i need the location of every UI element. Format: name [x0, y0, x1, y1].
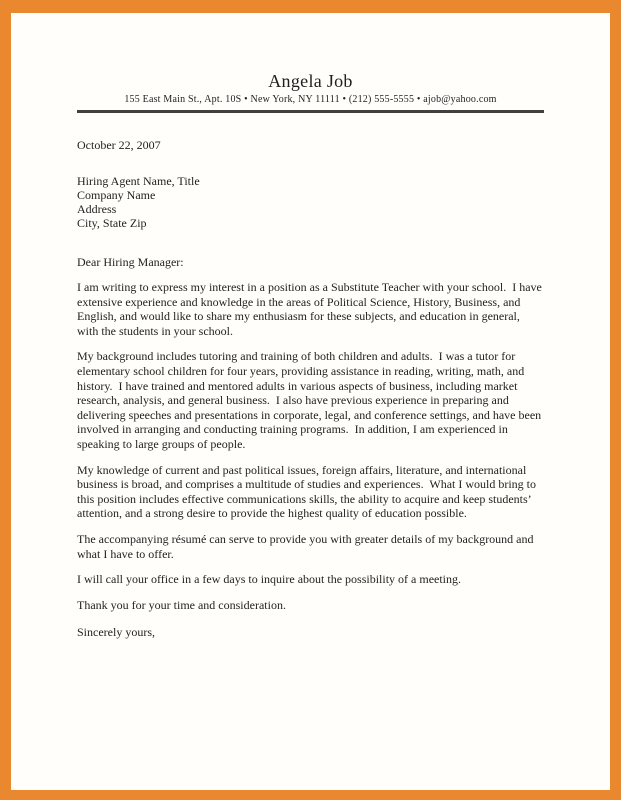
recipient-line-city-state-zip: City, State Zip: [77, 215, 147, 230]
body-paragraph-1: I am writing to express my interest in a position as a Substitute Teacher with your school. I have extensive experience and knowledge in the areas of Political Science, History, Business, and English, and would like to share my enthusiasm for these subjects, and education in general, with the students in your school.: [77, 280, 545, 338]
body-paragraph-4: The accompanying résumé can serve to provide you with greater details of my background and what I have to offer.: [77, 531, 537, 561]
cover-letter-document: [11, 13, 610, 790]
recipient-block: [77, 174, 544, 230]
body-paragraph-6: Thank you for your time and consideration.: [77, 597, 286, 612]
recipient-line-address: Address: [77, 201, 117, 216]
date-line: October 22, 2007: [77, 138, 161, 152]
body-paragraph-3: My knowledge of current and past political issues, foreign affairs, literature, and international business is broad, and comprises a multitude of studies and experiences. What I would bring to this position includes effective communications skills, the ability to acquire and keep students’ attention, and a strong desire to provide the highest quality of education possible.: [77, 462, 540, 521]
body-paragraph-5: I will call your office in a few days to inquire about the possibility of a meeting.: [77, 572, 462, 587]
closing-line: Sincerely yours,: [77, 625, 155, 640]
letterhead-name: Angela Job: [268, 71, 353, 91]
letterhead-contact-line: 155 East Main St., Apt. 10S • New York, NY 11111 • (212) 555-5555 • ajob@yahoo.com: [124, 94, 497, 105]
recipient-line-company: Company Name: [77, 187, 156, 202]
letterhead-rule: [77, 110, 544, 113]
recipient-line-name-title: Hiring Agent Name, Title: [77, 173, 200, 188]
salutation-line: Dear Hiring Manager:: [77, 254, 184, 269]
body-paragraph-2: My background includes tutoring and training of both children and adults. I was a tutor for elementary school children for four years, providing assistance in reading, writing, math, and history. I have trained and mentored adults in various aspects of business, including market research, analysis, and general business. I also have previous experience in preparing and delivering speeches and presentations in corporate, legal, and conference settings, and have been involved in arranging and conducting training programs. In addition, I am experienced in speaking to large groups of people.: [77, 349, 545, 451]
